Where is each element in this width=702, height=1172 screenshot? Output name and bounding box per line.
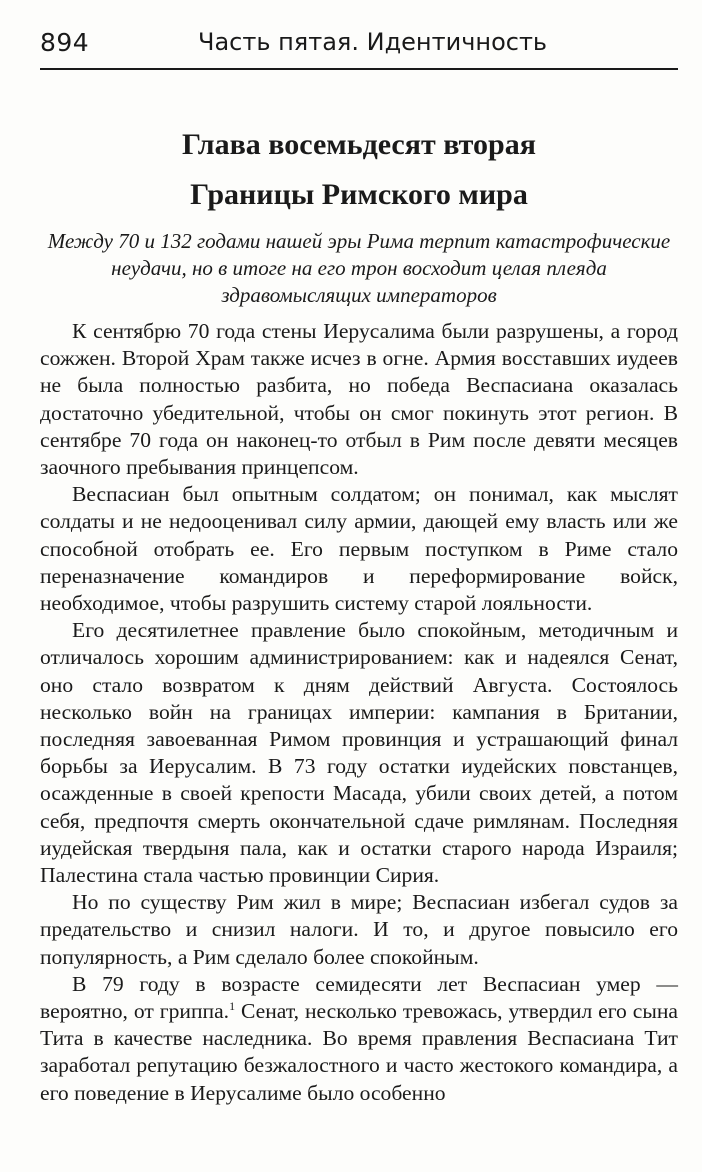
running-title: Часть пятая. Идентичность — [198, 28, 548, 56]
footnote-marker[interactable]: 1 — [229, 998, 236, 1013]
paragraph-5 — [40, 971, 678, 1107]
paragraph-2: Веспасиан был опытным солдатом; он понимал, как мыслят солдаты и не недооценивал силу армии, дающей ему власть или же способной отобрать ее. Его первым поступком в Риме стало переназначение командиров и переформирование войск, необходимое, чтобы разрушить систему старой лояльности. — [40, 482, 678, 616]
chapter-title: Границы Римского мира — [190, 178, 528, 211]
paragraph-5-end: Сенат, несколько тревожась, утвердил его сына Тита в качестве наследника. Во время правления Веспасиана Тит заработал репутацию безжалостного и часто жестокого командира, а его поведение в Иерусалиме было особенно — [40, 999, 678, 1105]
paragraph-1: К сентябрю 70 года стены Иерусалима были разрушены, а город сожжен. Второй Храм также исчез в огне. Армия восставших иудеев не была полностью разбита, но победа Веспасиана оказалась достаточно убедительной, чтобы он смог покинуть этот регион. В сентябре 70 года он наконец-то отбыл в Рим после девяти месяцев заочного пребывания принцепсом. — [40, 319, 678, 480]
chapter-number: Глава восемьдесят вторая — [182, 128, 536, 161]
body-text — [40, 318, 678, 1107]
chapter-heading — [40, 120, 678, 309]
paragraph-5-start: В 79 году в возрасте семидесяти лет Веспасиан умер — вероятно, от гриппа. — [40, 971, 678, 1024]
paragraph-4: Но по существу Рим жил в мире; Веспасиан избегал судов за предательство и снизил налоги. И то, и другое повысило его популярность, а Рим сделало более спокойным. — [40, 890, 678, 969]
chapter-epigraph: Между 70 и 132 годами нашей эры Рима терпит катастрофические неудачи, но в итоге на его трон восходит целая плеяда здравомыслящих императоров — [47, 229, 671, 307]
paragraph-3: Его десятилетнее правление было спокойным, методичным и отличалось хорошим администрированием: как и надеялся Сенат, оно стало возвратом к дням действий Августа. Состоялось несколько войн на границах империи: кампания в Британии, последняя завоеванная Римом провинция и устрашающий финал борьбы за Иерусалим. В 73 году остатки иудейских повстанцев, осажденные в своей крепости Масада, убили своих детей, а потом себя, предпочтя смерть окончательной сдаче римлянам. Последняя иудейская твердыня пала, как и остатки старого народа Израиля; Палестина стала частью провинции Сирия. — [40, 618, 678, 888]
page-number: 894 — [40, 28, 90, 57]
page-header — [40, 24, 678, 70]
